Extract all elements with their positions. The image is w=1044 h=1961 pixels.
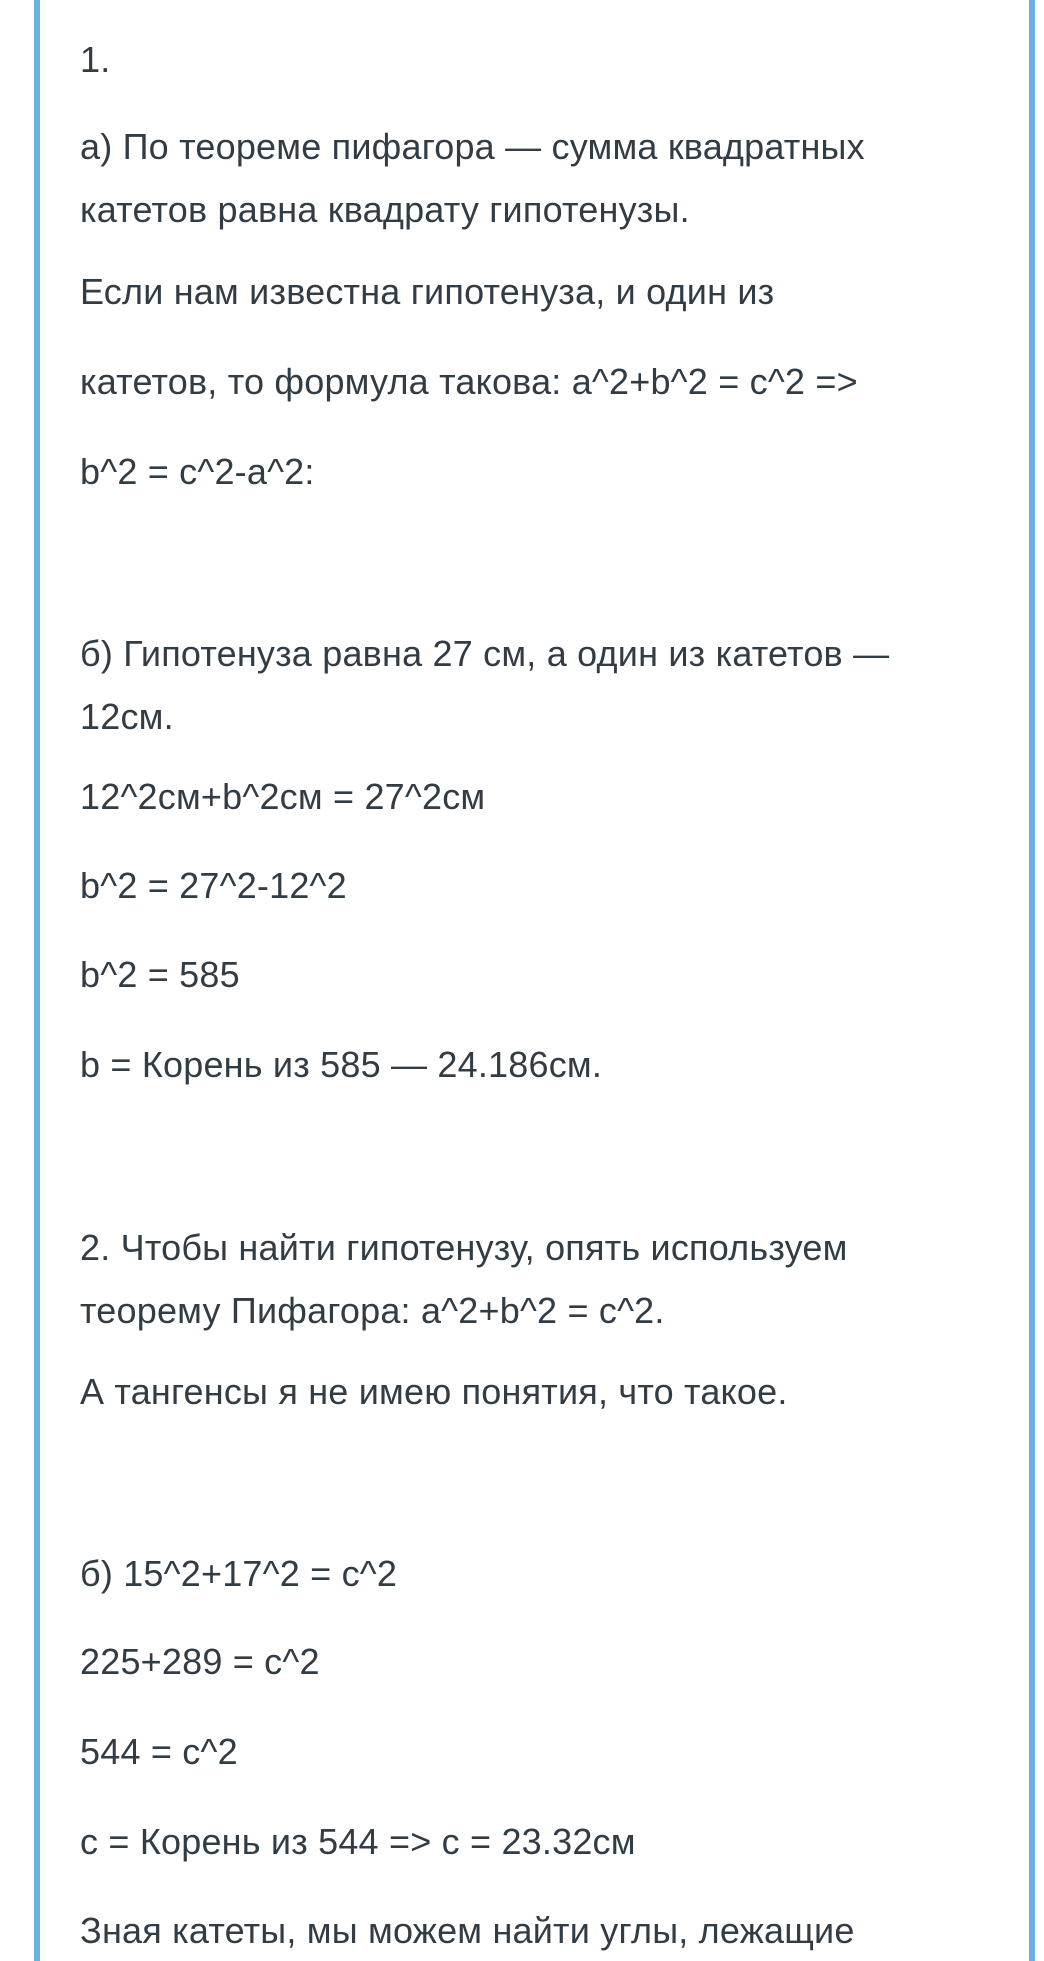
card-border-left xyxy=(34,0,40,1961)
answer-line: 12см. xyxy=(80,696,174,737)
answer-line: 225+289 = c^2 xyxy=(80,1641,320,1682)
answer-line: 2. Чтобы найти гипотенузу, опять используем xyxy=(80,1227,848,1268)
answer-line: теорему Пифагора: a^2+b^2 = c^2. xyxy=(80,1290,665,1331)
answer-line: б) 15^2+17^2 = c^2 xyxy=(80,1553,398,1594)
answer-line: Зная катеты, мы можем найти углы, лежащие xyxy=(80,1910,855,1951)
answer-line: А тангенсы я не имею понятия, что такое. xyxy=(80,1371,788,1412)
answer-line: b^2 = 27^2-12^2 xyxy=(80,865,347,906)
answer-line: 544 = c^2 xyxy=(80,1731,238,1772)
answer-line: c = Корень из 544 => c = 23.32см xyxy=(80,1821,636,1862)
answer-line: 1. xyxy=(80,39,111,80)
answer-line: катетов, то формула такова: a^2+b^2 = c^2 => xyxy=(80,361,858,402)
card-border-right xyxy=(1029,0,1035,1961)
answer-line: а) По теореме пифагора — сумма квадратных xyxy=(80,126,865,167)
answer-line: b = Корень из 585 — 24.186см. xyxy=(80,1044,603,1085)
answer-line: б) Гипотенуза равна 27 см, а один из катетов — xyxy=(80,633,890,674)
answer-line: Если нам известна гипотенуза, и один из xyxy=(80,271,775,312)
answer-line: катетов равна квадрату гипотенузы. xyxy=(80,189,690,230)
answer-line: b^2 = c^2-a^2: xyxy=(80,451,315,492)
answer-line: 12^2см+b^2см = 27^2см xyxy=(80,776,486,817)
answer-line: b^2 = 585 xyxy=(80,954,240,995)
